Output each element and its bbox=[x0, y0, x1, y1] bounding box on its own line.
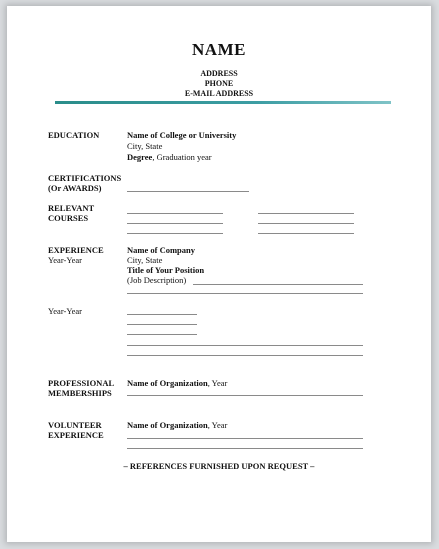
education-city: City, State bbox=[127, 141, 163, 151]
course-line bbox=[258, 213, 354, 214]
experience-line bbox=[127, 334, 197, 335]
experience-label: EXPERIENCE bbox=[48, 245, 104, 255]
memberships-sublabel: MEMBERSHIPS bbox=[48, 388, 112, 398]
course-line bbox=[258, 233, 354, 234]
experience-line bbox=[127, 314, 197, 315]
email-text: E-MAIL ADDRESS bbox=[184, 89, 254, 98]
certification-line bbox=[127, 191, 249, 192]
memberships-label: PROFESSIONAL bbox=[48, 378, 115, 388]
references-note: – REFERENCES FURNISHED UPON REQUEST – bbox=[123, 461, 315, 471]
job-description: (Job Description) bbox=[127, 275, 187, 285]
address-text: ADDRESS bbox=[200, 69, 238, 78]
experience-line bbox=[127, 345, 363, 346]
company-name: Name of Company bbox=[127, 245, 195, 255]
membership-line bbox=[127, 395, 363, 396]
degree-label: Degree bbox=[127, 152, 153, 162]
contact-block bbox=[7, 69, 431, 99]
experience-line bbox=[127, 324, 197, 325]
position-title: Title of Your Position bbox=[127, 265, 205, 275]
phone-text: PHONE bbox=[204, 79, 234, 88]
volunteer-label: VOLUNTEER bbox=[48, 420, 102, 430]
course-line bbox=[127, 213, 223, 214]
courses-label: RELEVANT bbox=[48, 203, 95, 213]
volunteer-line bbox=[127, 448, 363, 449]
certifications-label: CERTIFICATIONS bbox=[48, 173, 122, 183]
company-city: City, State bbox=[127, 255, 163, 265]
courses-sublabel: COURSES bbox=[48, 213, 89, 223]
membership-org-name: Name of Organization bbox=[127, 378, 208, 388]
description-line bbox=[127, 293, 363, 294]
experience-year: Year-Year bbox=[48, 306, 82, 316]
education-label: EDUCATION bbox=[48, 130, 100, 140]
volunteer-org bbox=[127, 420, 227, 431]
education-degree bbox=[127, 152, 212, 163]
college-name: Name of College or University bbox=[127, 130, 237, 140]
course-line bbox=[127, 223, 223, 224]
resume-name: NAME bbox=[192, 40, 246, 59]
course-line bbox=[258, 223, 354, 224]
course-line bbox=[127, 233, 223, 234]
membership-org-year: , Year bbox=[207, 378, 228, 388]
description-line bbox=[193, 284, 363, 285]
volunteer-line bbox=[127, 438, 363, 439]
experience-line bbox=[127, 355, 363, 356]
resume-page bbox=[7, 6, 431, 542]
volunteer-org-year: , Year bbox=[207, 420, 228, 430]
membership-org bbox=[127, 378, 227, 389]
volunteer-org-name: Name of Organization bbox=[127, 420, 208, 430]
experience-year: Year-Year bbox=[48, 255, 82, 265]
certifications-sublabel: (Or AWARDS) bbox=[48, 183, 102, 193]
volunteer-sublabel: EXPERIENCE bbox=[48, 430, 104, 440]
header-divider bbox=[55, 101, 391, 104]
graduation-year: , Graduation year bbox=[152, 152, 212, 162]
